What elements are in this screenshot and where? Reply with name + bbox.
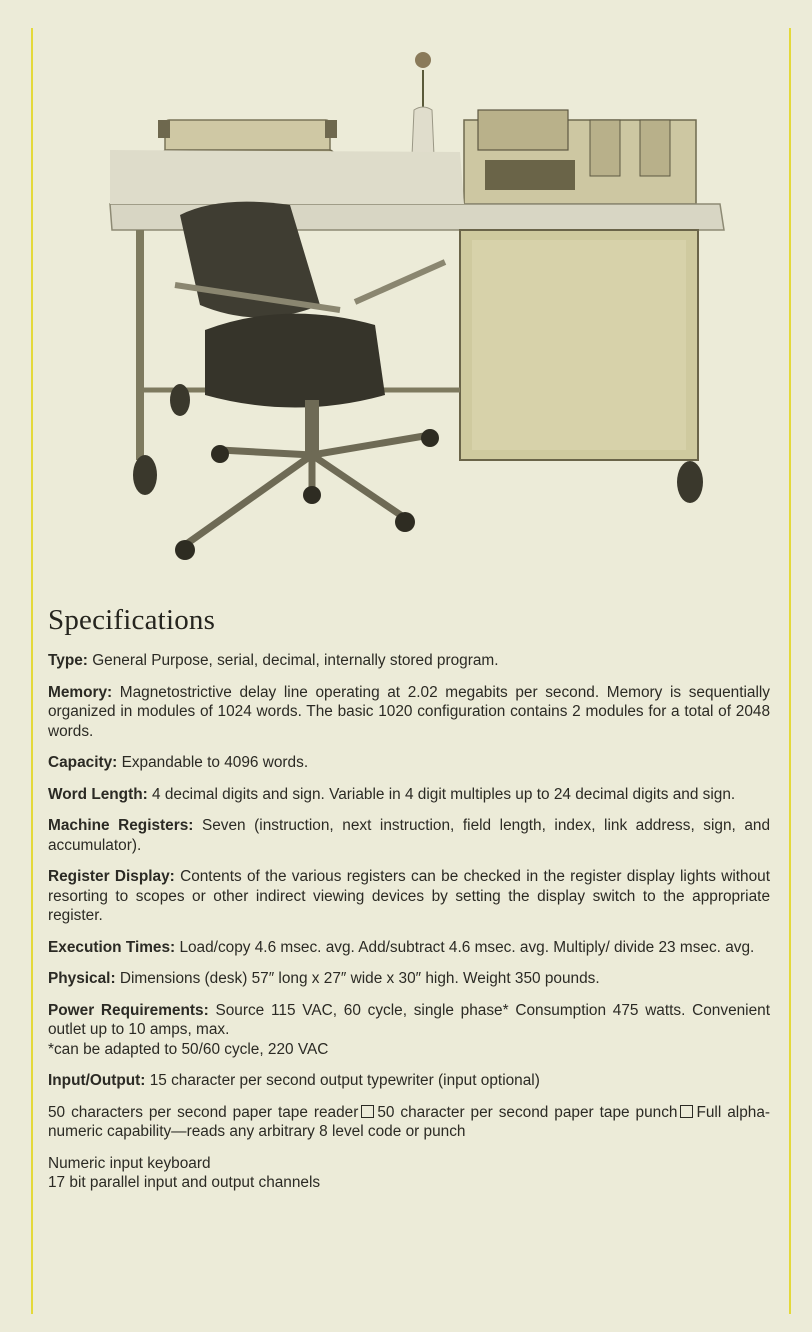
spec-type <box>48 651 770 671</box>
spec-input-output <box>48 1071 770 1091</box>
spec-text: Contents of the various registers can be checked in the register display lights without resorting to scopes or other indirect viewing devices by setting the display switch to the appropriate register. <box>48 868 771 924</box>
extra-line: Numeric input keyboard <box>48 1154 211 1172</box>
right-margin-rule <box>789 28 791 1314</box>
spec-word-length <box>48 785 770 805</box>
spec-term: Power Requirements: <box>48 1001 209 1019</box>
spec-text: Load/copy 4.6 msec. avg. Add/subtract 4.6 msec. avg. Multiply/ divide 23 msec. avg. <box>179 938 755 956</box>
left-margin-rule <box>31 28 33 1314</box>
rose-vase-icon <box>412 52 434 159</box>
spec-text: Magnetostrictive delay line operating at 2.02 megabits per second. Memory is sequentially organized in modules of 1024 words. The basic 1020 configuration contains 2 modules for a total of 2048 words. <box>48 683 770 740</box>
spec-machine-registers <box>48 816 770 855</box>
extra-line: 17 bit parallel input and output channels <box>48 1174 321 1191</box>
spec-term: Register Display: <box>48 868 175 885</box>
computer-desk-photo <box>100 40 740 580</box>
spec-text: Seven (instruction, next instruction, field length, index, link address, sign, and accumulator). <box>48 817 771 854</box>
spec-term: Word Length: <box>48 785 148 803</box>
spec-text: Dimensions (desk) 57″ long x 27″ wide x 30″ high. Weight 350 pounds. <box>119 970 600 987</box>
office-chair-icon <box>175 202 445 560</box>
io-devices-line <box>48 1103 770 1142</box>
checkbox-square-icon <box>361 1105 374 1118</box>
spec-physical <box>48 969 770 989</box>
spec-term: Machine Registers: <box>48 817 194 834</box>
spec-term: Memory: <box>48 683 113 701</box>
spec-term: Execution Times: <box>48 938 176 956</box>
io-capability-text: Full alpha-numeric capability—reads any arbitrary 8 level code or punch <box>48 1103 771 1140</box>
spec-term: Capacity: <box>48 754 118 771</box>
spec-text: 15 character per second output typewriter (input optional) <box>149 1072 540 1089</box>
checkbox-square-icon <box>680 1105 693 1118</box>
spec-text: Source 115 VAC, 60 cycle, single phase* Consumption 475 watts. Convenient outlet up to 10 amps, max. <box>48 1001 770 1038</box>
spec-text: Expandable to 4096 words. <box>121 754 309 771</box>
spec-term: Input/Output: <box>48 1072 146 1089</box>
spec-term: Type: <box>48 652 88 669</box>
spec-register-display <box>48 867 770 926</box>
spec-memory <box>48 683 770 742</box>
spec-text: 4 decimal digits and sign. Variable in 4 digit multiples up to 24 decimal digits and sign. <box>152 785 736 803</box>
spec-execution-times <box>48 938 770 958</box>
spec-term: Physical: <box>48 970 116 987</box>
io-punch-text: 50 character per second paper tape punch <box>377 1103 678 1121</box>
specifications-section <box>48 604 770 1193</box>
spec-capacity <box>48 753 770 773</box>
spec-power-requirements <box>48 1001 770 1060</box>
section-heading: Specifications <box>48 604 216 636</box>
computer-console-icon <box>464 110 696 204</box>
spec-text: General Purpose, serial, decimal, internally stored program. <box>92 652 499 669</box>
io-reader-text: 50 characters per second paper tape reader <box>48 1103 359 1121</box>
spec-footnote: *can be adapted to 50/60 cycle, 220 VAC <box>48 1040 329 1058</box>
